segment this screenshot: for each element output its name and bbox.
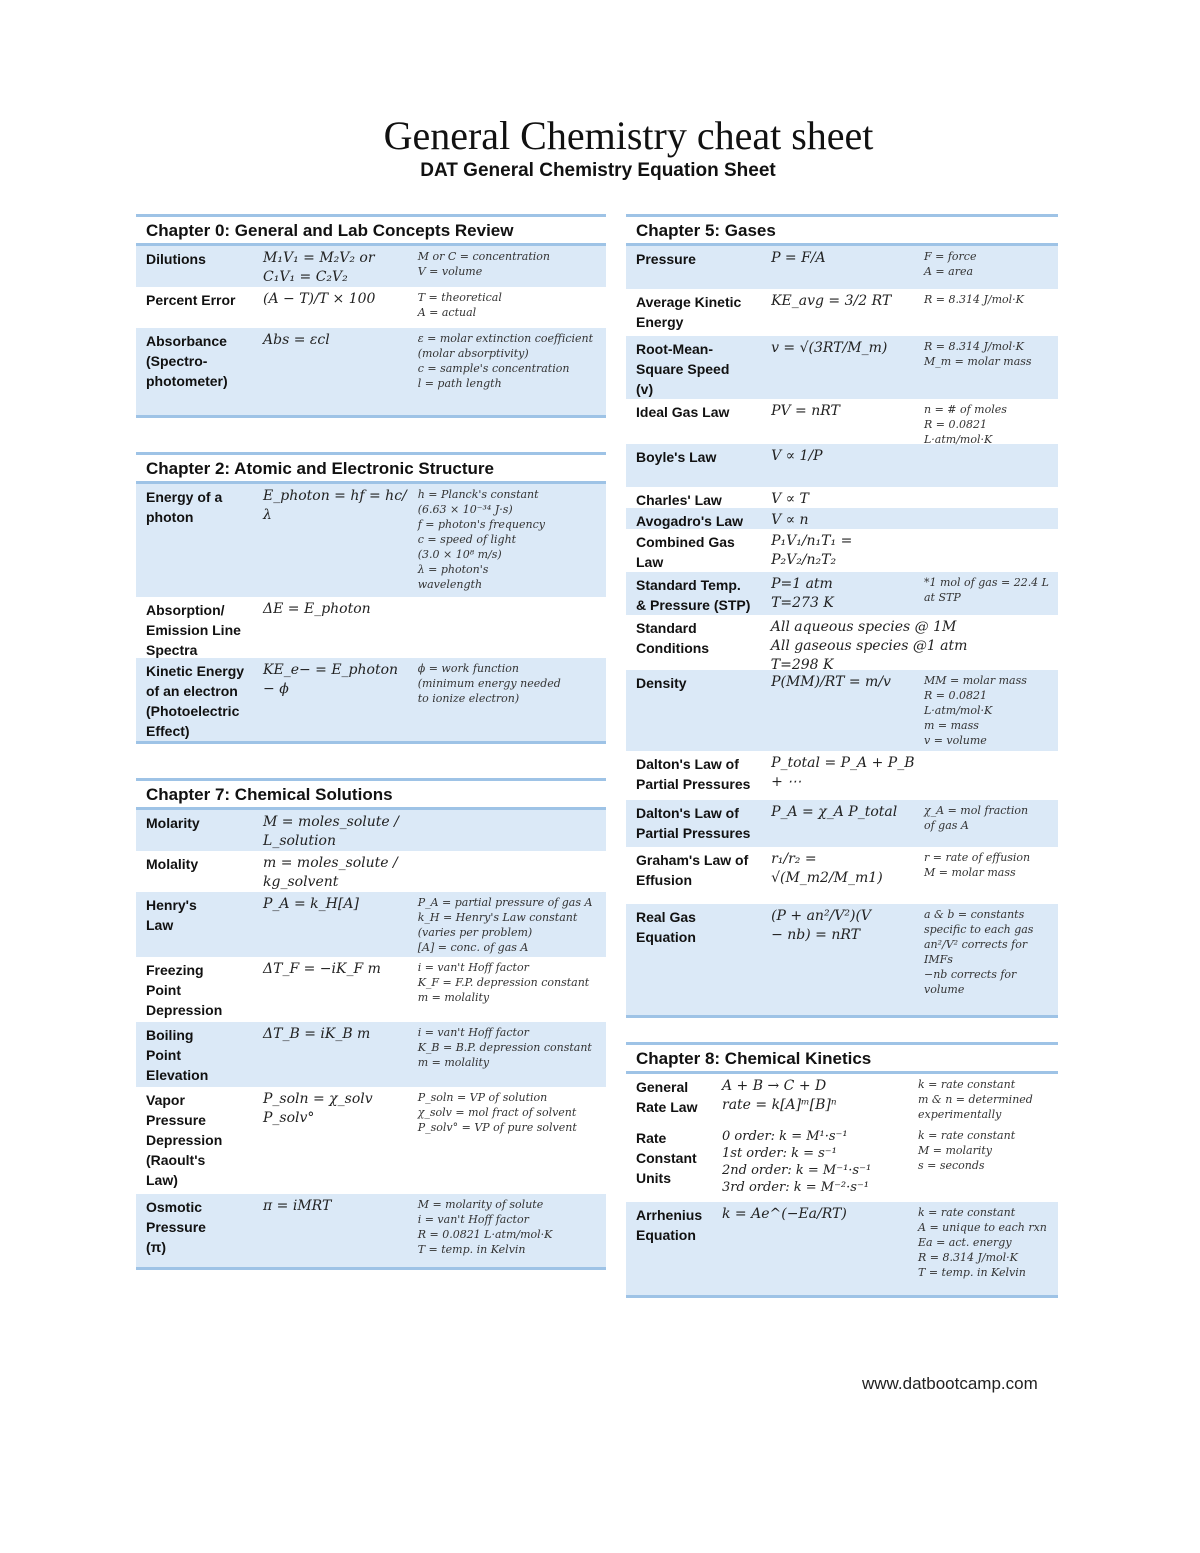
row-equation: P_soln = χ_solv P_solv° bbox=[263, 1091, 373, 1126]
row-equation: P_A = k_H[A] bbox=[263, 896, 359, 912]
chapter-heading: Chapter 8: Chemical Kinetics bbox=[626, 1042, 1058, 1074]
table-row bbox=[626, 399, 1058, 444]
row-note: r = rate of effusion M = molar mass bbox=[923, 851, 1031, 879]
chapter-heading: Chapter 0: General and Lab Concepts Review bbox=[136, 214, 606, 246]
row-equation: ΔE = E_photon bbox=[263, 601, 371, 617]
row-equation: KE_avg = 3/2 RT bbox=[771, 293, 892, 309]
row-equation: M₁V₁ = M₂V₂ or C₁V₁ = C₂V₂ bbox=[263, 250, 375, 285]
row-equation: (A − T)/T × 100 bbox=[263, 291, 376, 307]
row-note: h = Planck's constant (6.63 × 10⁻³⁴ J·s) f = photon's frequency c = speed of light (3.0 × 10⁸ m/s) λ = photon's wavelength bbox=[417, 488, 545, 591]
chapter-5 bbox=[626, 214, 1058, 1018]
chapter-7 bbox=[136, 778, 606, 1270]
table-row bbox=[626, 1125, 1058, 1202]
table-row bbox=[626, 1202, 1058, 1298]
table-row bbox=[136, 892, 606, 957]
page-subtitle: DAT General Chemistry Equation Sheet bbox=[420, 160, 776, 181]
row-term: Standard Temp. & Pressure (STP) bbox=[636, 577, 751, 613]
row-term: Graham's Law of Effusion bbox=[636, 852, 749, 888]
row-note: k = rate constant A = unique to each rxn Ea = act. energy R = 8.314 J/mol·K T = temp. in Kelvin bbox=[918, 1206, 1047, 1279]
row-term: Kinetic Energy of an electron (Photoelectric Effect) bbox=[146, 663, 245, 739]
table-row bbox=[626, 670, 1058, 751]
table-row bbox=[626, 751, 1058, 800]
row-term: Real Gas Equation bbox=[636, 909, 696, 945]
chapter-heading: Chapter 2: Atomic and Electronic Structure bbox=[136, 452, 606, 484]
table-row bbox=[626, 904, 1058, 1018]
row-term: Standard Conditions bbox=[636, 620, 710, 656]
row-term: Boyle's Law bbox=[636, 449, 717, 465]
right-column bbox=[626, 214, 1058, 1298]
row-note: ε = molar extinction coefficient (molar absorptivity) c = sample's concentration l = path length bbox=[417, 332, 594, 390]
row-term: Freezing Point Depression bbox=[146, 962, 223, 1018]
row-term: Vapor Pressure Depression (Raoult's Law) bbox=[146, 1092, 223, 1188]
table-row bbox=[626, 572, 1058, 615]
page-title: General Chemistry cheat sheet bbox=[383, 113, 874, 158]
row-equation: M = moles_solute / L_solution bbox=[263, 814, 399, 849]
row-equation: k = Ae^(−Ea/RT) bbox=[722, 1206, 847, 1222]
table-row bbox=[626, 246, 1058, 289]
row-equation: V ∝ n bbox=[771, 512, 809, 528]
row-term: Henry's Law bbox=[146, 897, 197, 933]
row-note: M = molarity of solute i = van't Hoff factor R = 0.0821 L·atm/mol·K T = temp. in Kelvin bbox=[417, 1198, 553, 1256]
row-term: Molality bbox=[146, 856, 199, 872]
chapter-2 bbox=[136, 452, 606, 744]
row-term: General Rate Law bbox=[636, 1079, 698, 1115]
row-note: a & b = constants specific to each gas an²/V² corrects for IMFs −nb corrects for volume bbox=[923, 908, 1034, 996]
row-term: Root-Mean- Square Speed (v) bbox=[636, 341, 730, 397]
table-row bbox=[136, 1194, 606, 1270]
row-term: Combined Gas Law bbox=[636, 534, 735, 570]
table-row bbox=[626, 847, 1058, 904]
row-note: F = force A = area bbox=[923, 250, 977, 278]
table-row bbox=[136, 1022, 606, 1087]
row-note: k = rate constant M = molarity s = seconds bbox=[918, 1129, 1016, 1172]
row-term: Pressure bbox=[636, 251, 696, 267]
table-row bbox=[626, 289, 1058, 336]
row-term: Ideal Gas Law bbox=[636, 404, 730, 420]
row-equation: V ∝ 1/P bbox=[771, 448, 823, 464]
row-note: MM = molar mass R = 0.0821 L·atm/mol·K m = mass v = volume bbox=[923, 674, 1027, 747]
row-term: Avogadro's Law bbox=[636, 513, 744, 529]
table-row bbox=[626, 444, 1058, 487]
row-note: χ_A = mol fraction of gas A bbox=[923, 804, 1029, 832]
chapter-8 bbox=[626, 1042, 1058, 1298]
row-note: T = theoretical A = actual bbox=[417, 291, 502, 319]
row-term: Dilutions bbox=[146, 251, 206, 267]
row-note: ϕ = work function (minimum energy needed to ionize electron) bbox=[417, 662, 561, 705]
row-note: i = van't Hoff factor K_F = F.P. depression constant m = molality bbox=[417, 961, 590, 1004]
table-row bbox=[136, 810, 606, 851]
row-note: P_A = partial pressure of gas A k_H = Henry's Law constant (varies per problem) [A] = conc. of gas A bbox=[417, 896, 593, 954]
table-row bbox=[136, 328, 606, 418]
row-equation: v = √(3RT/M_m) bbox=[771, 340, 888, 356]
row-equation: KE_e− = E_photon − ϕ bbox=[263, 662, 399, 697]
row-note: k = rate constant m & n = determined experimentally bbox=[918, 1078, 1033, 1121]
chapter-heading: Chapter 5: Gases bbox=[626, 214, 1058, 246]
row-term: Molarity bbox=[146, 815, 200, 831]
table-row bbox=[626, 508, 1058, 529]
row-term: Osmotic Pressure (π) bbox=[146, 1199, 206, 1255]
row-note: R = 8.314 J/mol·K M_m = molar mass bbox=[923, 340, 1032, 368]
row-term: Boiling Point Elevation bbox=[146, 1027, 209, 1083]
row-term: Absorption/ Emission Line Spectra bbox=[146, 602, 241, 658]
row-equation: m = moles_solute / kg_solvent bbox=[263, 855, 398, 890]
row-equation: P_total = P_A + P_B + ⋯ bbox=[771, 755, 915, 790]
row-term: Rate Constant Units bbox=[636, 1130, 697, 1186]
row-term: Arrhenius Equation bbox=[636, 1207, 703, 1243]
row-equation: P₁V₁/n₁T₁ = P₂V₂/n₂T₂ bbox=[771, 533, 853, 568]
row-equation: P(MM)/RT = m/v bbox=[771, 674, 891, 690]
table-row bbox=[136, 484, 606, 597]
row-note: i = van't Hoff factor K_B = B.P. depression constant m = molality bbox=[417, 1026, 592, 1069]
row-equation: All aqueous species @ 1M All gaseous species @1 atm T=298 K bbox=[770, 619, 968, 673]
table-row bbox=[136, 597, 606, 658]
row-equation: ΔT_F = −iK_F m bbox=[263, 961, 381, 977]
row-equation: E_photon = hf = hc/λ bbox=[263, 488, 407, 523]
row-term: Energy of a photon bbox=[146, 489, 223, 525]
row-term: Average Kinetic Energy bbox=[636, 294, 742, 330]
row-term: Charles' Law bbox=[636, 492, 722, 508]
chapter-0 bbox=[136, 214, 606, 418]
table-row bbox=[136, 1087, 606, 1194]
row-equation: V ∝ T bbox=[771, 491, 809, 507]
row-equation: 0 order: k = M¹·s⁻¹ 1st order: k = s⁻¹ 2nd order: k = M⁻¹·s⁻¹ 3rd order: k = M⁻²·s⁻¹ bbox=[722, 1129, 872, 1195]
row-equation: P=1 atm T=273 K bbox=[771, 576, 834, 611]
table-row bbox=[626, 487, 1058, 508]
row-equation: PV = nRT bbox=[771, 403, 840, 419]
row-equation: (P + an²/V²)(V − nb) = nRT bbox=[771, 908, 872, 943]
table-row bbox=[136, 851, 606, 892]
row-note: M or C = concentration V = volume bbox=[417, 250, 550, 278]
row-equation: P = F/A bbox=[771, 250, 826, 266]
row-term: Density bbox=[636, 675, 687, 691]
table-row bbox=[626, 1074, 1058, 1125]
row-term: Absorbance (Spectro- photometer) bbox=[146, 333, 228, 389]
row-note: R = 8.314 J/mol·K bbox=[923, 293, 1024, 306]
row-equation: ΔT_B = iK_B m bbox=[263, 1026, 371, 1042]
row-note: n = # of moles R = 0.0821 L·atm/mol·K bbox=[923, 403, 1007, 446]
table-row bbox=[136, 957, 606, 1022]
chapter-heading: Chapter 7: Chemical Solutions bbox=[136, 778, 606, 810]
row-term: Dalton's Law of Partial Pressures bbox=[636, 805, 751, 841]
row-term: Percent Error bbox=[146, 292, 236, 308]
row-equation: A + B → C + D rate = k[A]ᵐ[B]ⁿ bbox=[722, 1078, 837, 1113]
table-row bbox=[626, 615, 1058, 673]
table-row bbox=[136, 246, 606, 287]
table-row bbox=[136, 658, 606, 744]
row-equation: π = iMRT bbox=[263, 1198, 332, 1214]
row-equation: P_A = χ_A P_total bbox=[771, 804, 898, 820]
row-note: *1 mol of gas = 22.4 L at STP bbox=[923, 576, 1049, 604]
footer-url[interactable]: www.datbootcamp.com bbox=[862, 1374, 1038, 1393]
table-row bbox=[626, 336, 1058, 399]
table-row bbox=[136, 287, 606, 328]
table-row bbox=[626, 529, 1058, 572]
row-note: P_soln = VP of solution χ_solv = mol fract of solvent P_solv° = VP of pure solvent bbox=[417, 1091, 577, 1134]
row-equation: Abs = εcl bbox=[263, 332, 330, 348]
row-equation: r₁/r₂ = √(M_m2/M_m1) bbox=[771, 851, 883, 886]
table-row bbox=[626, 800, 1058, 847]
left-column bbox=[136, 214, 606, 1270]
row-term: Dalton's Law of Partial Pressures bbox=[636, 756, 751, 792]
